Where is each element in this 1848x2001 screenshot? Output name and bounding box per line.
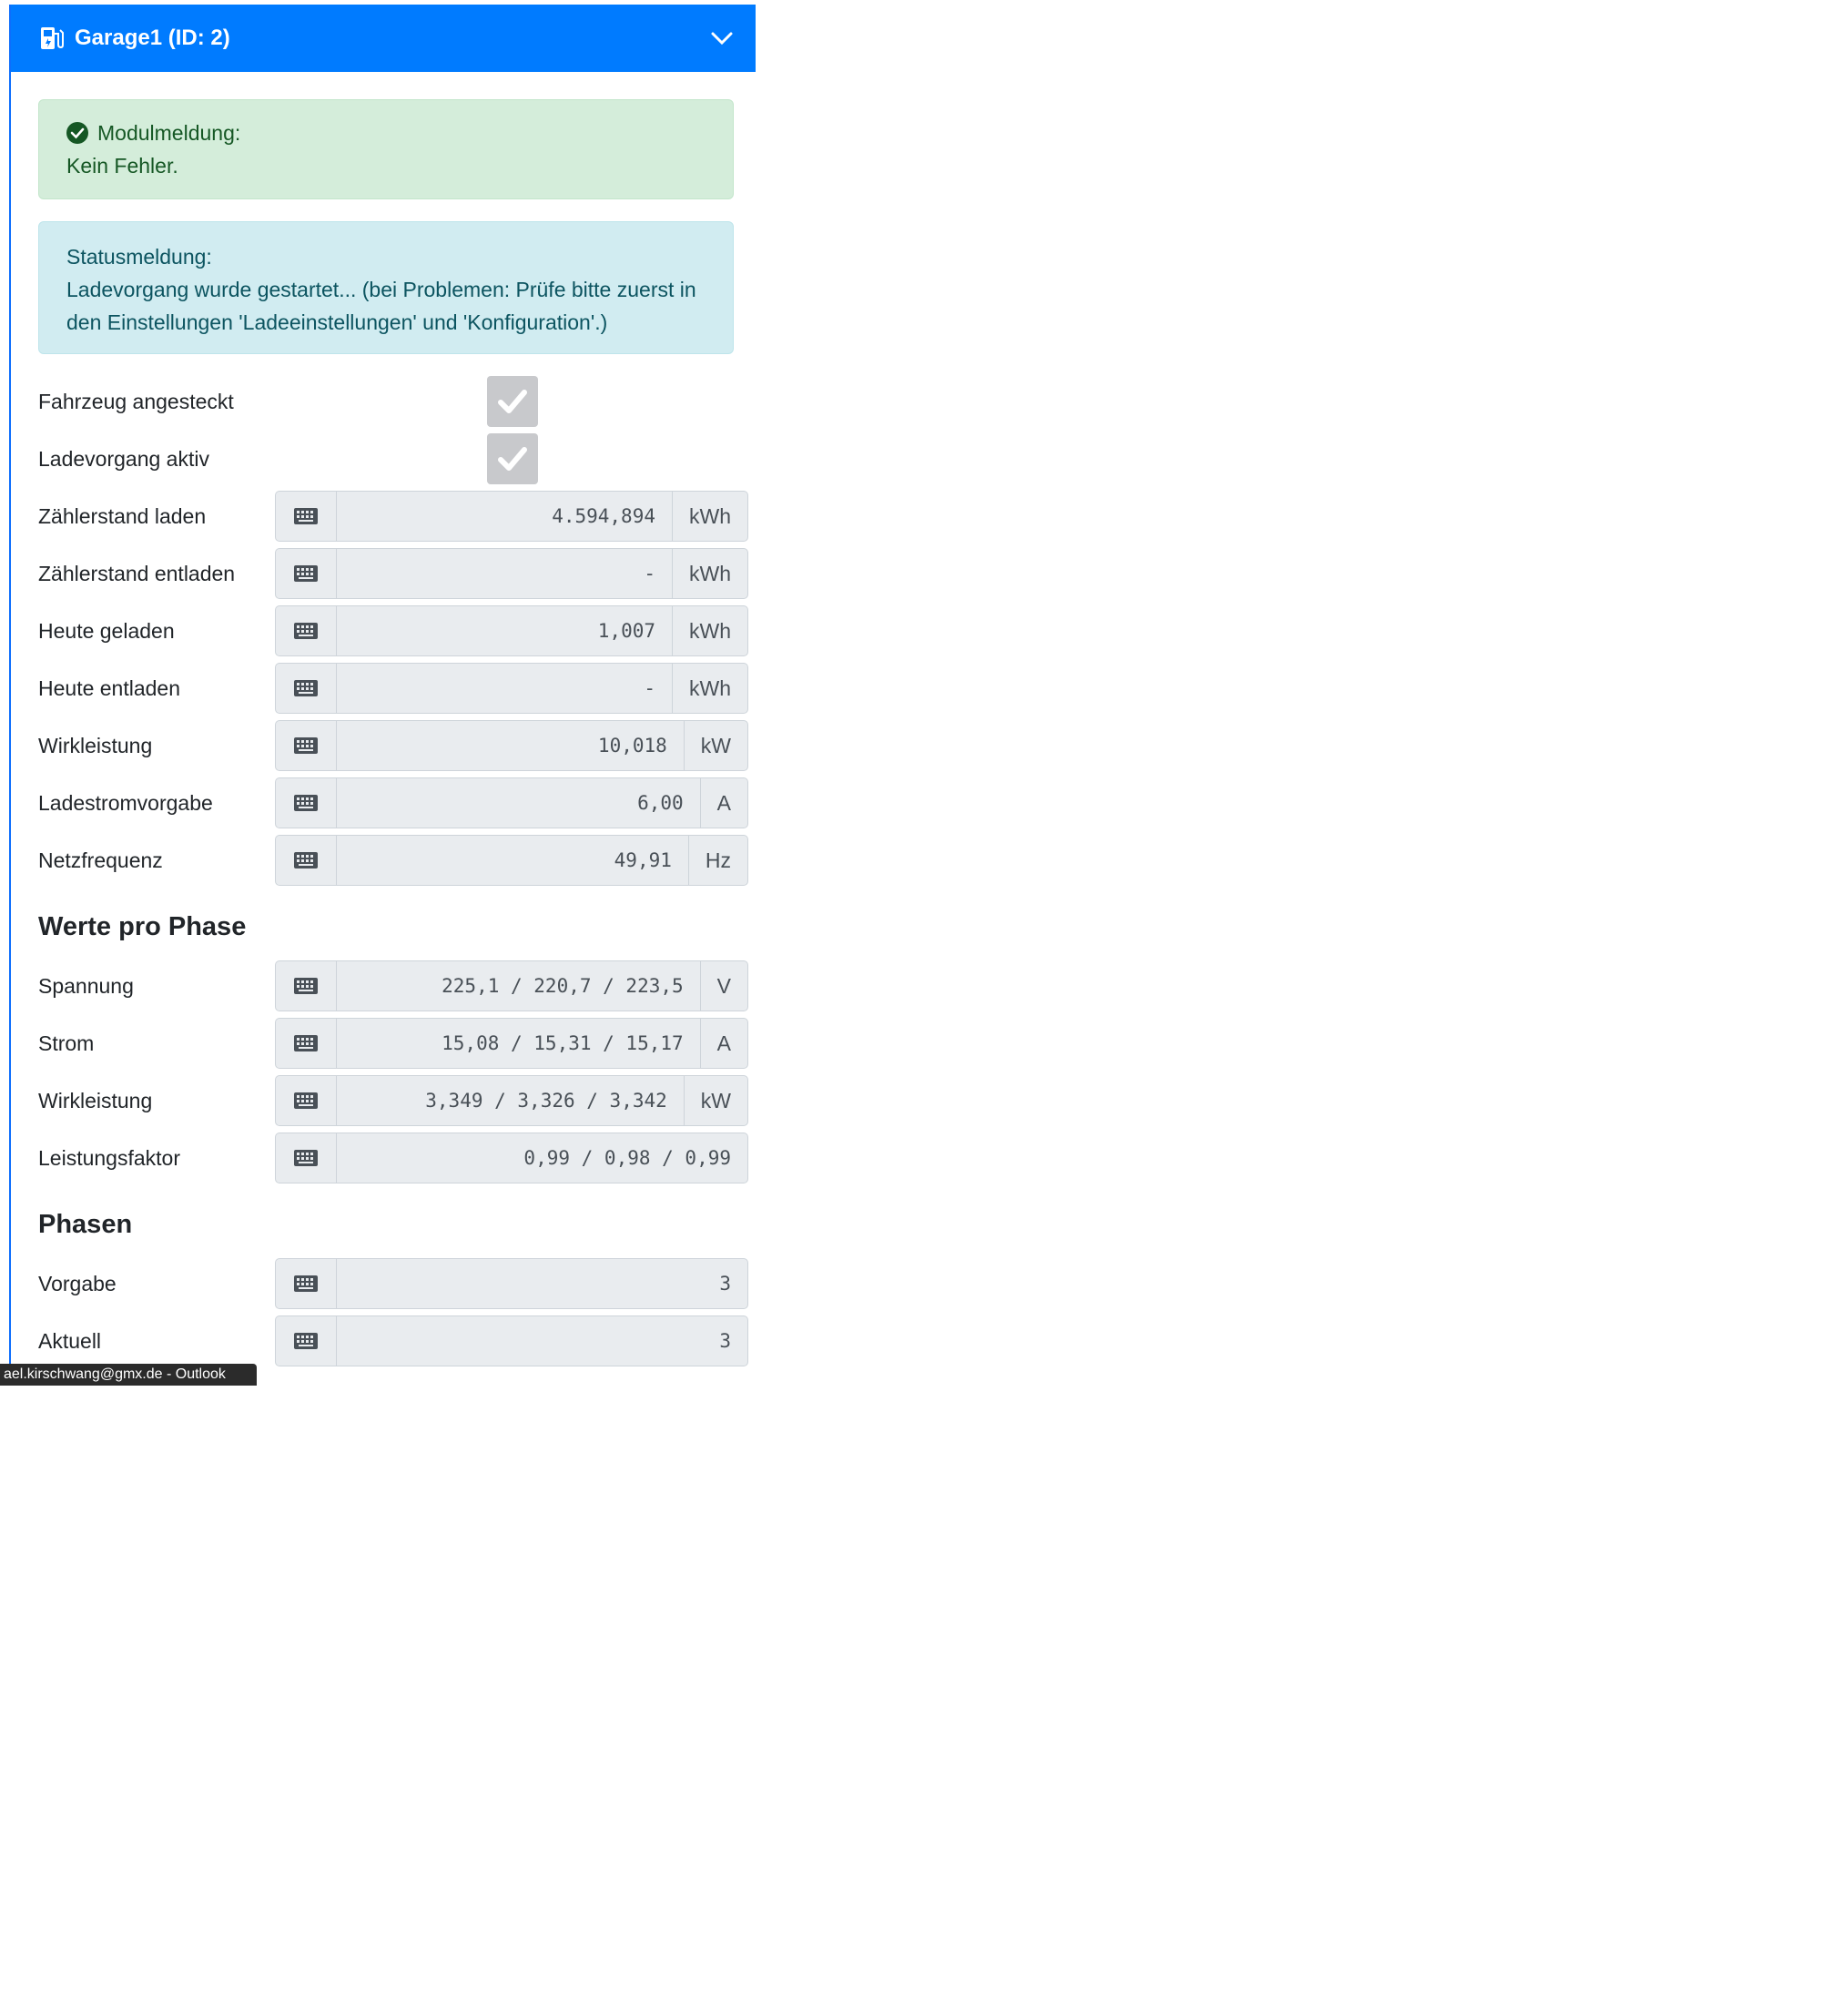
row-phases-current [38, 1315, 756, 1366]
chevron-down-icon[interactable] [710, 26, 734, 50]
row-label: Vorgabe [38, 1272, 117, 1295]
keyboard-icon [276, 1076, 337, 1125]
field-value: - [644, 563, 655, 584]
grid-frequency-field[interactable] [275, 835, 748, 886]
field-value: 10,018 [597, 735, 667, 757]
row-label: Zählerstand entladen [38, 562, 236, 585]
keyboard-icon [276, 961, 337, 1011]
active-power-field[interactable] [275, 720, 748, 771]
charge-current-setpoint-field[interactable] [275, 777, 748, 828]
row-label: Heute geladen [38, 619, 175, 643]
phases-setpoint-field[interactable] [275, 1258, 748, 1309]
keyboard-icon [276, 1259, 337, 1308]
module-message-text: Kein Fehler. [66, 154, 178, 178]
phase-active-power-field[interactable] [275, 1075, 748, 1126]
row-phases-setpoint [38, 1258, 756, 1309]
row-grid-frequency [38, 835, 756, 886]
keyboard-icon [276, 1019, 337, 1068]
checkmark-icon [494, 441, 531, 477]
field-value: 6,00 [637, 792, 684, 814]
field-unit: kWh [672, 664, 747, 713]
taskbar-tooltip: ael.kirschwang@gmx.de - Outlook [0, 1364, 257, 1386]
voltage-field[interactable] [275, 960, 748, 1011]
module-message-alert [38, 99, 734, 199]
charging-active-checkbox[interactable] [487, 433, 538, 484]
check-circle-icon [66, 122, 88, 144]
field-unit: kWh [672, 606, 747, 655]
keyboard-icon [276, 778, 337, 828]
checkmark-icon [494, 383, 531, 420]
field-unit: Hz [688, 836, 747, 885]
keyboard-icon [276, 492, 337, 541]
row-meter-charge [38, 491, 756, 542]
row-current [38, 1018, 756, 1069]
field-unit: A [700, 1019, 747, 1068]
card-header[interactable] [9, 5, 756, 72]
field-value: - [644, 677, 655, 699]
keyboard-icon [276, 606, 337, 655]
meter-discharge-field[interactable] [275, 548, 748, 599]
today-charged-field[interactable] [275, 605, 748, 656]
row-phase-active-power [38, 1075, 756, 1126]
field-unit: kW [684, 1076, 747, 1125]
field-value: 15,08 / 15,31 / 15,17 [442, 1032, 684, 1054]
row-label: Leistungsfaktor [38, 1146, 180, 1170]
row-today-discharged [38, 663, 756, 714]
field-value: 3 [719, 1330, 731, 1352]
row-label: Fahrzeug angesteckt [38, 390, 234, 413]
row-label: Zählerstand laden [38, 504, 207, 528]
meter-charge-field[interactable] [275, 491, 748, 542]
row-charging-active [38, 433, 756, 484]
row-power-factor [38, 1133, 756, 1183]
module-message-title: Modulmeldung: [97, 121, 241, 145]
field-value: 0,99 / 0,98 / 0,99 [523, 1147, 731, 1169]
row-label: Strom [38, 1031, 95, 1055]
row-label: Netzfrequenz [38, 848, 163, 872]
row-label: Ladevorgang aktiv [38, 447, 209, 471]
row-label: Aktuell [38, 1329, 102, 1353]
field-value: 49,91 [614, 849, 672, 871]
keyboard-icon [276, 1133, 337, 1183]
row-label: Spannung [38, 974, 134, 998]
row-label: Heute entladen [38, 676, 181, 700]
field-value: 1,007 [597, 620, 655, 642]
row-meter-discharge [38, 548, 756, 599]
field-unit: kW [684, 721, 747, 770]
status-message-title: Statusmeldung: [66, 245, 212, 269]
row-active-power [38, 720, 756, 771]
phase-values-heading: Werte pro Phase [38, 912, 247, 941]
keyboard-icon [276, 836, 337, 885]
row-label: Wirkleistung [38, 734, 153, 757]
power-factor-field[interactable] [275, 1133, 748, 1183]
field-unit: kWh [672, 549, 747, 598]
row-charge-current-setpoint [38, 777, 756, 828]
today-discharged-field[interactable] [275, 663, 748, 714]
keyboard-icon [276, 549, 337, 598]
keyboard-icon [276, 1316, 337, 1366]
field-value: 3,349 / 3,326 / 3,342 [425, 1090, 667, 1112]
field-value: 4.594,894 [552, 505, 655, 527]
field-unit: kWh [672, 492, 747, 541]
vehicle-plugged-checkbox[interactable] [487, 376, 538, 427]
current-field[interactable] [275, 1018, 748, 1069]
keyboard-icon [276, 664, 337, 713]
field-value: 225,1 / 220,7 / 223,5 [442, 975, 684, 997]
phases-current-field[interactable] [275, 1315, 748, 1366]
keyboard-icon [276, 721, 337, 770]
row-voltage [38, 960, 756, 1011]
row-label: Ladestromvorgabe [38, 791, 213, 815]
status-message-text: Ladevorgang wurde gestartet... (bei Problemen: Prüfe bitte zuerst in den Einstellungen 'Ladeeinstellungen' und 'Konfiguration'.) [66, 278, 696, 334]
ev-charger-icon [38, 25, 66, 52]
phases-heading: Phasen [38, 1210, 133, 1239]
field-unit: V [700, 961, 747, 1011]
field-value: 3 [719, 1273, 731, 1295]
field-unit: A [700, 778, 747, 828]
row-today-charged [38, 605, 756, 656]
charge-point-card [9, 5, 756, 1384]
card-title: Garage1 (ID: 2) [75, 25, 230, 50]
status-message-alert [38, 221, 734, 354]
row-vehicle-plugged [38, 376, 756, 427]
row-label: Wirkleistung [38, 1089, 153, 1112]
